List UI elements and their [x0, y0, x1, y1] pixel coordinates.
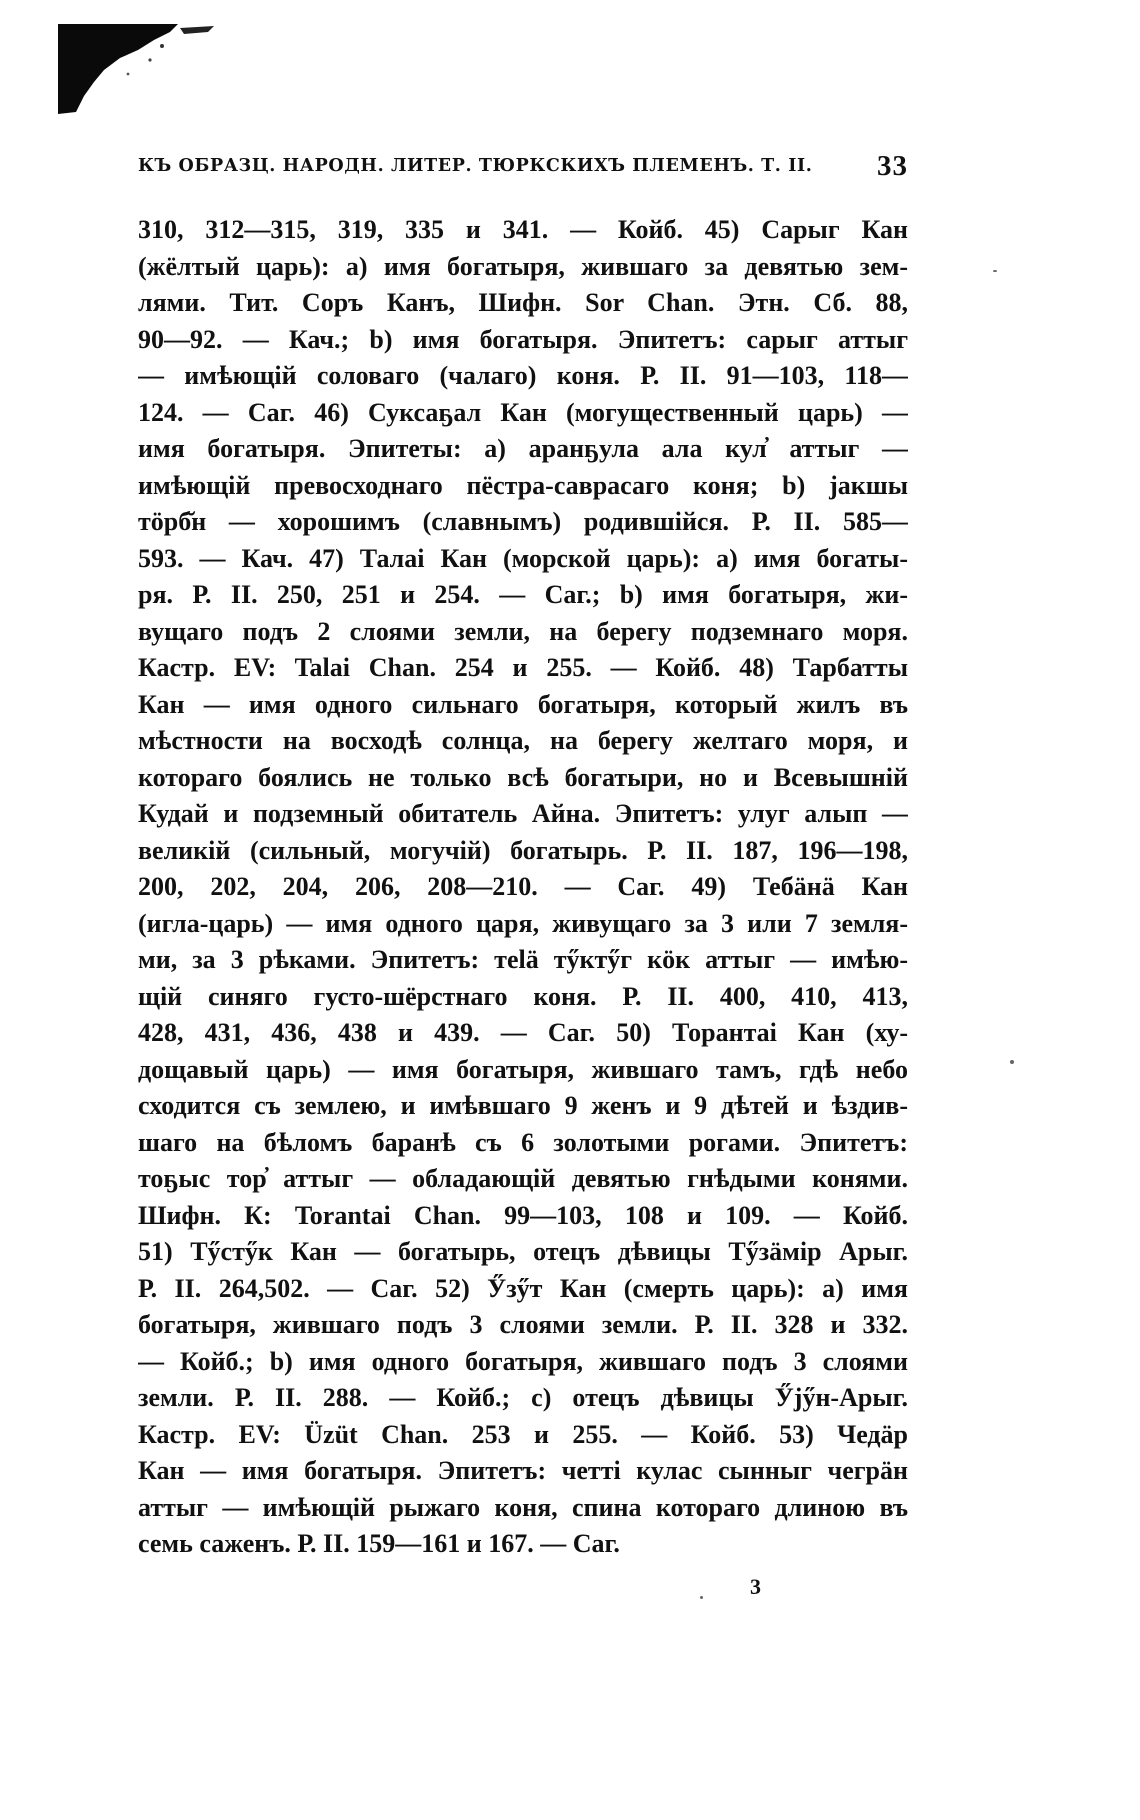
scan-speck [993, 270, 997, 272]
text-line: мѣстности на восходѣ солнца, на берегу желтаго моря, и [138, 726, 908, 755]
text-line: имя богатыря. Эпитеты: а) аранҕула ала кул̓ аттыг — [138, 434, 908, 463]
text-line: Кастр. EV: Üzüt Chan. 253 и 255. — Койб. 53) Чедӓр [138, 1419, 908, 1449]
text-line: 200, 202, 204, 206, 208—210. — Саг. 49) Тебӓнӓ Кан [138, 872, 908, 901]
scan-speck [700, 1596, 703, 1599]
text-line: имѣющій превосходнаго пёстра-саврасаго коня; b) јакшы [138, 470, 908, 500]
page-number: 33 [877, 150, 908, 182]
text-line: (игла-царь) — имя одного царя, живущаго за 3 или 7 земля- [138, 908, 908, 938]
text-line: Кастр. EV: Talai Chan. 254 и 255. — Койб. 48) Тарбатты [138, 653, 908, 682]
text-line: тӧрб̆н — хорошимъ (славнымъ) родившійся. Р. II. 585— [138, 507, 908, 536]
signature-mark: 3 [750, 1574, 761, 1599]
text-line: Шифн. К: Torantai Chan. 99—103, 108 и 109. — Койб. [138, 1200, 908, 1230]
body-text [138, 212, 908, 1563]
running-head [138, 152, 908, 186]
text-line: шаго на бѣломъ баранѣ съ 6 золотыми рогами. Эпитетъ: [138, 1127, 908, 1157]
text-line: аттыг — имѣющій рыжаго коня, спина котораго длиною въ [138, 1492, 908, 1522]
text-line: — имѣющій соловаго (чалаго) коня. Р. II. 91—103, 118— [138, 361, 908, 390]
text-line: земли. Р. II. 288. — Койб.; с) отецъ дѣвицы Ӳјӳн-Арыг. [138, 1383, 908, 1412]
text-line: богатыря, жившаго подъ 3 слоями земли. Р. II. 328 и 332. [138, 1310, 908, 1339]
text-line: (жёлтый царь): а) имя богатыря, жившаго за девятью зем- [138, 251, 908, 281]
text-line: 51) Тӳстӳк Кан — богатырь, отецъ дѣвицы Тӳзӓмір Арыг. [138, 1237, 908, 1266]
text-line: Кан — имя богатыря. Эпитетъ: четті кулас сынныг чегрӓн [138, 1456, 908, 1485]
text-line: Кудай и подземный обитатель Айна. Эпитетъ: улуг алып — [138, 799, 908, 828]
text-line: 310, 312—315, 319, 335 и 341. — Койб. 45) Сарыг Кан [138, 215, 908, 244]
text-line: дощавый царь) — имя богатыря, жившаго тамъ, гдѣ небо [138, 1054, 908, 1084]
text-line: 124. — Саг. 46) Суксаҕал Кан (могущественный царь) — [138, 397, 908, 427]
text-line: ря. Р. II. 250, 251 и 254. — Саг.; b) имя богатыря, жи- [138, 580, 908, 609]
text-line: щій синяго густо-шёрстнаго коня. Р. II. 400, 410, 413, [138, 981, 908, 1011]
text-line: семь саженъ. Р. II. 159—161 и 167. — Саг. [138, 1529, 620, 1558]
scan-corner-mark [58, 24, 218, 114]
text-line: 428, 431, 436, 438 и 439. — Саг. 50) Торантаі Кан (ху- [138, 1018, 908, 1047]
text-line: сходится съ землею, и имѣвшаго 9 женъ и 9 дѣтей и ѣздив- [138, 1091, 908, 1120]
running-head-title: КЪ ОБРАЗЦ. НАРОДН. ЛИТЕР. ТЮРКСКИХЪ ПЛЕМЕНЪ. Т. II. [138, 156, 813, 176]
text-line: ми, за 3 рѣками. Эпитетъ: теlӓ тӳктӳг кӧк аттыг — имѣю- [138, 945, 908, 974]
text-line: Кан — имя одного сильнаго богатыря, который жилъ въ [138, 689, 908, 719]
text-line: великій (сильный, могучій) богатырь. Р. II. 187, 196—198, [138, 835, 908, 865]
text-line: — Койб.; b) имя одного богатыря, жившаго подъ 3 слоями [138, 1346, 908, 1376]
text-line: 90—92. — Кач.; b) имя богатыря. Эпитетъ: сарыг аттыг [138, 324, 908, 354]
text-line: тоҕыс тор̓ аттыг — обладающій девятью гнѣдыми конями. [138, 1164, 908, 1193]
text-line: лями. Тит. Соръ Канъ, Шифн. Sor Chan. Этн. Сб. 88, [138, 288, 908, 317]
scan-speck [1010, 1060, 1014, 1064]
text-line: котораго боялись не только всѣ богатыри, но и Всевышній [138, 762, 908, 792]
text-line: Р. II. 264,502. — Саг. 52) Ӳзӳт Кан (смерть царь): а) имя [138, 1273, 908, 1303]
text-line: 593. — Кач. 47) Талаі Кан (морской царь): а) имя богаты- [138, 543, 908, 573]
text-line: вущаго подъ 2 слоями земли, на берегу подземнаго моря. [138, 616, 908, 646]
